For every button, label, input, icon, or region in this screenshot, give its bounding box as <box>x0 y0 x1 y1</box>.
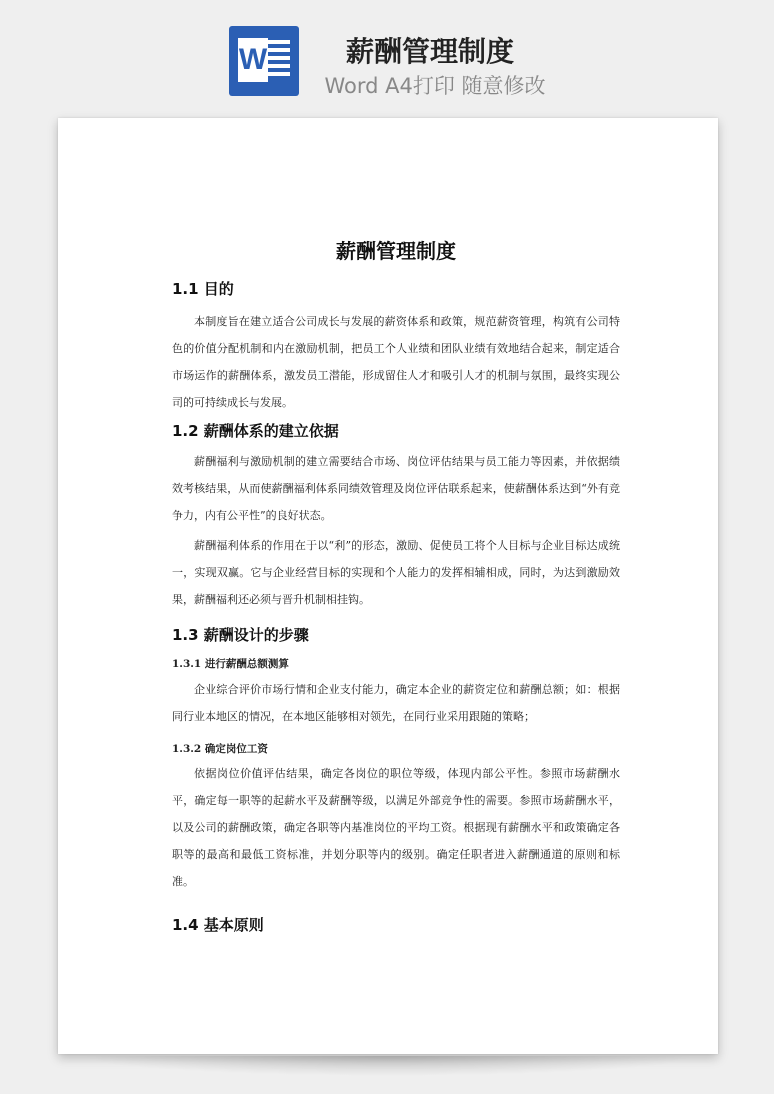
document-page <box>58 118 718 1054</box>
subsection-1-3-2-paragraph: 依据岗位价值评估结果，确定各岗位的职位等级，体现内部公平性。参照市场薪酬水平，确定每一职等的起薪水平及薪酬等级，以满足外部竞争性的需要。参照市场薪酬水平，以及公司的薪酬政策，确定各职等内基准岗位的平均工资。根据现有薪酬水平和政策确定各职等的最高和最低工资标准，并划分职等内的级别。确定任职者进入薪酬通道的原则和标准。 <box>172 767 620 888</box>
banner <box>0 0 774 118</box>
subsection-1-3-1-paragraph: 企业综合评价市场行情和企业支付能力，确定本企业的薪资定位和薪酬总额；如：根据同行业本地区的情况，在本地区能够相对领先，在同行业采用跟随的策略； <box>172 683 620 723</box>
section-1-2-paragraph-2: 薪酬福利体系的作用在于以“利”的形态，激励、促使员工将个人目标与企业目标达成统一，实现双赢。它与企业经营目标的实现和个人能力的发挥相辅相成，同时，为达到激励效果，薪酬福利还必须与晋升机制相挂钩。 <box>172 539 620 606</box>
section-heading-1-2: 1.2 薪酬体系的建立依据 <box>172 422 339 440</box>
section-1-2-paragraph-1: 薪酬福利与激励机制的建立需要结合市场、岗位评估结果与员工能力等因素，并依据绩效考核结果，从而使薪酬福利体系同绩效管理及岗位评估联系起来，使薪酬体系达到“外有竞争力，内有公平性”的良好状态。 <box>172 455 620 522</box>
subsection-heading-1-3-1: 1.3.1 进行薪酬总额测算 <box>172 658 289 670</box>
page-shadow <box>80 1056 696 1076</box>
section-1-1-paragraph: 本制度旨在建立适合公司成长与发展的薪资体系和政策，规范薪资管理，构筑有公司特色的价值分配机制和内在激励机制，把员工个人业绩和团队业绩有效地结合起来，制定适合市场运作的薪酬体系，激发员工潜能，形成留住人才和吸引人才的机制与氛围，最终实现公司的可持续成长与发展。 <box>172 315 620 409</box>
section-heading-1-1: 1.1 目的 <box>172 280 234 298</box>
subsection-heading-1-3-2: 1.3.2 确定岗位工资 <box>172 743 268 755</box>
banner-subtitle: Word A4打印 随意修改 <box>324 74 546 98</box>
word-logo-letter: W <box>238 38 268 82</box>
section-heading-1-3: 1.3 薪酬设计的步骤 <box>172 626 309 644</box>
document-title: 薪酬管理制度 <box>336 239 456 263</box>
word-logo-icon <box>229 26 299 96</box>
banner-title: 薪酬管理制度 <box>345 35 514 68</box>
section-heading-1-4: 1.4 基本原则 <box>172 916 264 934</box>
